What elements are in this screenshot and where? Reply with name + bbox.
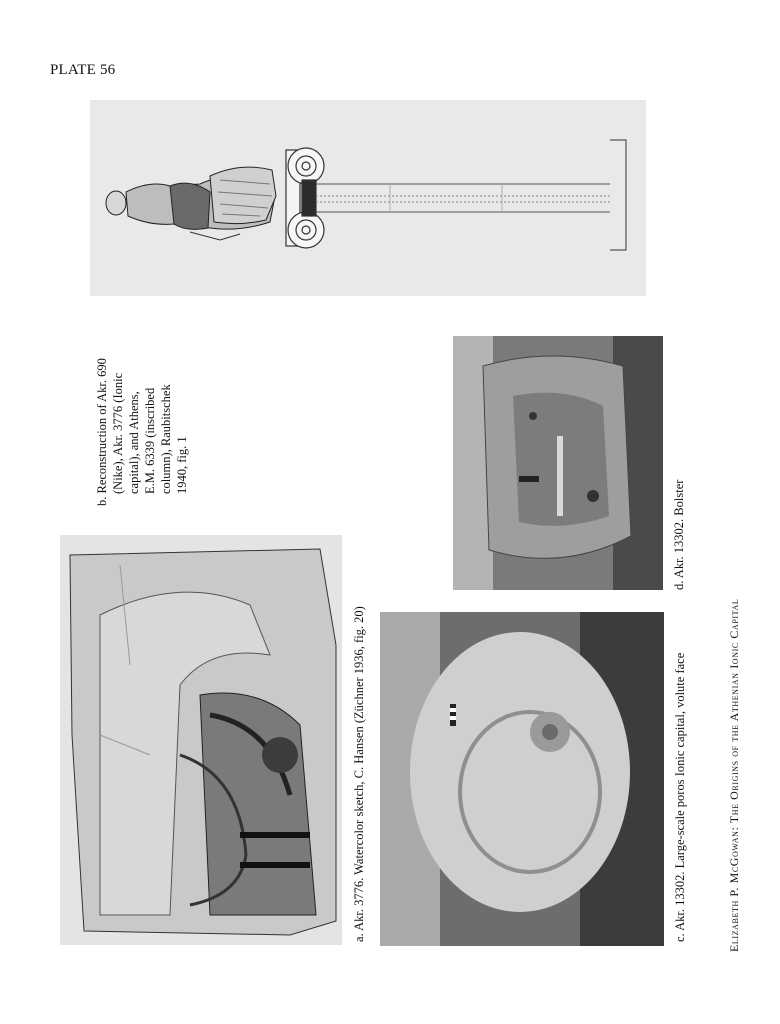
figure-b-caption-line: capital), and Athens, [127,391,141,494]
figure-b-caption-line: E.M. 6339 (inscribed [143,387,157,494]
figure-b-caption [94,306,190,506]
figure-d-caption: d. Akr. 13302. Bolster [672,479,686,590]
figure-b-caption-line: b. Reconstruction of Akr. 690 [95,358,109,506]
figure-b-reconstruction-drawing [90,100,646,296]
figure-a-caption: a. Akr. 3776. Watercolor sketch, C. Hansen (Züchner 1936, fig. 20) [352,606,366,942]
plate-label: PLATE 56 [50,62,116,78]
figure-b-caption-line: (Nike), Akr. 3776 (Ionic [111,372,125,494]
figure-c-caption: c. Akr. 13302. Large-scale poros Ionic capital, volute face [673,652,687,942]
figure-c-volute-face-photo [380,612,664,946]
figure-b-caption-line: 1940, fig. 1 [175,436,189,494]
figure-b-caption-line: column), Raubitschek [159,384,173,494]
figure-d-bolster-photo [453,336,663,590]
running-footer: Elizabeth P. McGowan: The Origins of the Athenian Ionic Capital [727,598,741,952]
figure-a-watercolor-sketch [60,535,342,945]
